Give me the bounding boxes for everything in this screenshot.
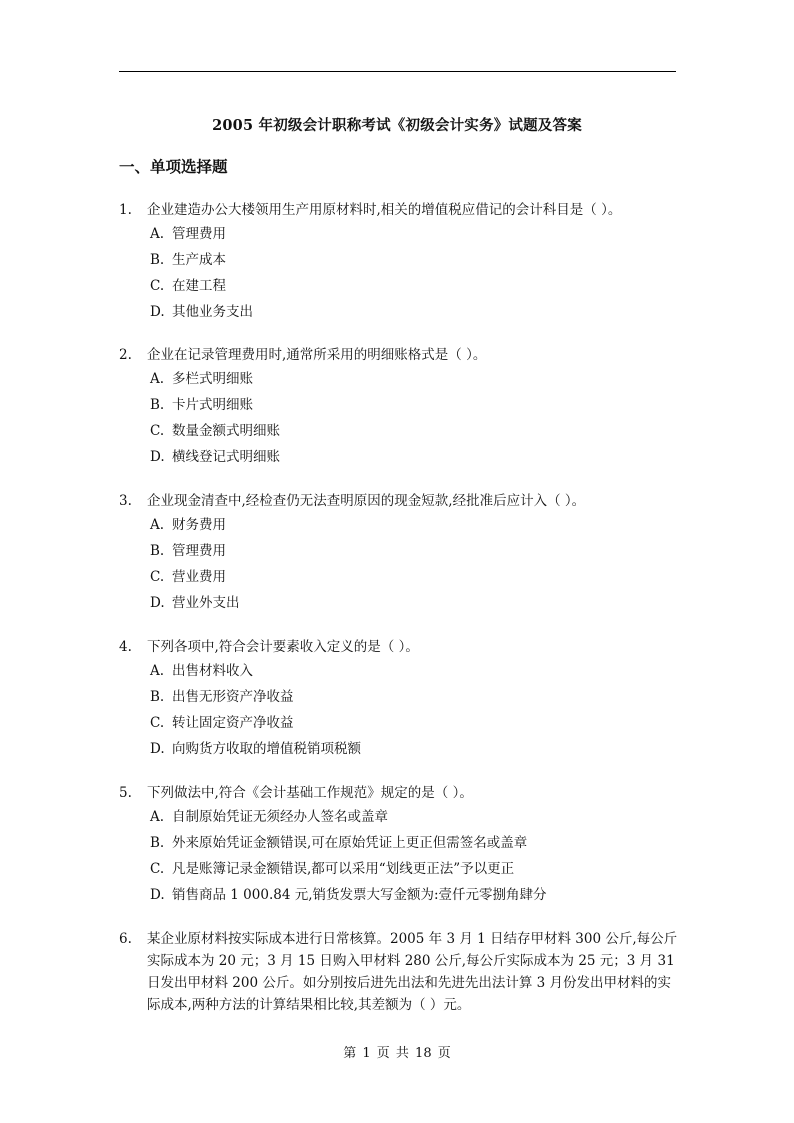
- option-d: D. 销售商品 1 000.84 元,销货发票大写金额为:壹仟元零捌角肆分: [150, 887, 547, 903]
- option-a: A. 出售材料收入: [150, 663, 253, 679]
- question-stem: 企业建造办公大楼领用生产用原材料时,相关的增值税应借记的会计科目是（ ）。: [147, 202, 622, 218]
- question-4: [119, 636, 681, 762]
- option-b: B. 出售无形资产净收益: [150, 689, 294, 705]
- question-number: 1.: [119, 202, 132, 218]
- question-stem: 企业在记录管理费用时,通常所采用的明细账格式是（ ）。: [147, 347, 487, 363]
- option-c: C. 营业费用: [150, 569, 226, 585]
- question-stem: 企业现金清查中,经检查仍无法查明原因的现金短款,经批准后应计入（ ）。: [147, 493, 586, 509]
- section-heading: 一、单项选择题: [119, 157, 228, 176]
- option-d: D. 向购货方收取的增值税销项税额: [150, 741, 361, 757]
- question-1: [119, 199, 681, 325]
- option-c: C. 凡是账簿记录金额错误,都可以采用“划线更正法”予以更正: [150, 861, 515, 877]
- option-d: D. 营业外支出: [150, 595, 240, 611]
- option-a: A. 管理费用: [150, 226, 226, 242]
- page-footer: 第 1 页 共 18 页: [343, 1046, 451, 1061]
- question-number: 2.: [119, 347, 132, 363]
- option-b: B. 管理费用: [150, 543, 226, 559]
- option-a: A. 多栏式明细账: [150, 371, 253, 387]
- option-b: B. 生产成本: [150, 252, 226, 268]
- question-5: [119, 782, 681, 908]
- option-c: C. 数量金额式明细账: [150, 423, 280, 439]
- option-b: B. 卡片式明细账: [150, 397, 253, 413]
- option-d: D. 横线登记式明细账: [150, 449, 280, 465]
- question-number: 6.: [119, 931, 132, 947]
- question-number: 4.: [119, 639, 132, 655]
- question-stem: 下列做法中,符合《会计基础工作规范》规定的是（ ）。: [147, 785, 473, 801]
- header-rule: [119, 71, 676, 72]
- question-6: [119, 928, 681, 1016]
- question-number: 5.: [119, 785, 132, 801]
- option-c: C. 转让固定资产净收益: [150, 715, 294, 731]
- question-stem: 某企业原材料按实际成本进行日常核算。2005 年 3 月 1 日结存甲材料 300 公斤,每公斤实际成本为 20 元；3 月 15 日购入甲材料 280 公斤,每公斤实际成本为 25 元；3 月 31 日发出甲材料 200 公斤。如分别按后进先出法和先进先出法计算 3 月份发出甲材料的实际成本,两种方法的计算结果相比较,其差额为（ ）元。: [147, 931, 678, 1013]
- question-2: [119, 344, 681, 470]
- question-3: [119, 490, 681, 616]
- option-d: D. 其他业务支出: [150, 304, 253, 320]
- question-stem: 下列各项中,符合会计要素收入定义的是（ ）。: [147, 639, 419, 655]
- document-title: 2005 年初级会计职称考试《初级会计实务》试题及答案: [212, 117, 582, 134]
- option-a: A. 财务费用: [150, 517, 226, 533]
- option-a: A. 自制原始凭证无须经办人签名或盖章: [150, 809, 388, 825]
- option-c: C. 在建工程: [150, 278, 226, 294]
- option-b: B. 外来原始凭证金额错误,可在原始凭证上更正但需签名或盖章: [150, 835, 528, 851]
- question-number: 3.: [119, 493, 132, 509]
